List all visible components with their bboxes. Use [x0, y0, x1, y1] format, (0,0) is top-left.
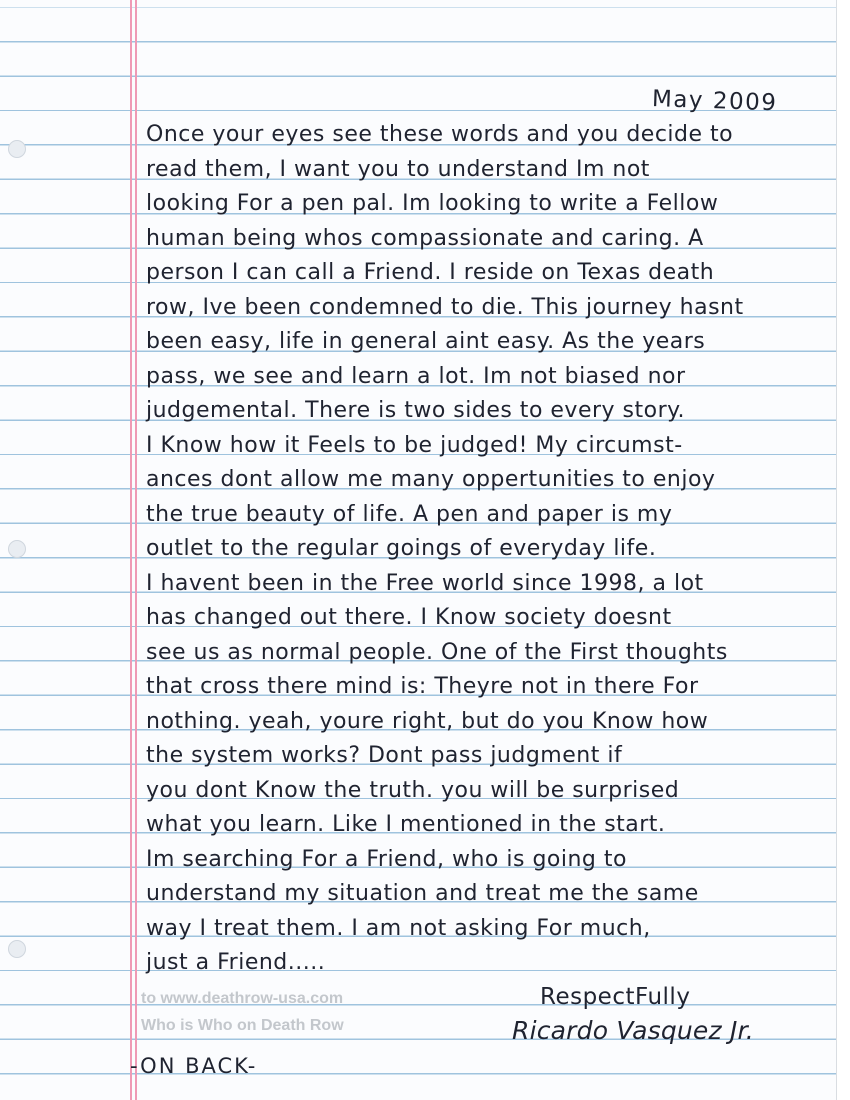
letter-line: Once your eyes see these words and you decide to — [146, 122, 734, 147]
letter-line: the system works? Dont pass judgment if — [146, 743, 623, 768]
margin-line-2 — [135, 0, 137, 1100]
binder-hole-top — [8, 140, 26, 158]
letter-line: looking For a pen pal. Im looking to write a Fellow — [146, 191, 719, 216]
letter-line: nothing. yeah, youre right, but do you Know how — [146, 709, 709, 734]
letter-signature: Ricardo Vasquez Jr. — [512, 1016, 754, 1045]
letter-line: you dont Know the truth. you will be surprised — [146, 778, 680, 803]
letter-line: Im searching For a Friend, who is going to — [146, 847, 627, 872]
letter-line: pass, we see and learn a lot. Im not biased nor — [146, 364, 686, 389]
letter-line: read them, I want you to understand Im not — [146, 157, 650, 182]
letter-line: that cross there mind is: Theyre not in there For — [146, 674, 699, 699]
binder-hole-bottom — [8, 940, 26, 958]
letter-line: what you learn. Like I mentioned in the start. — [146, 812, 666, 837]
binder-hole-middle — [8, 540, 26, 558]
letter-line: has changed out there. I Know society doesnt — [146, 605, 672, 630]
on-back-note: -ON BACK- — [130, 1054, 258, 1078]
letter-line: I havent been in the Free world since 1998, a lot — [146, 571, 704, 596]
letter-line: understand my situation and treat me the same — [146, 881, 699, 906]
letter-line: just a Friend..... — [146, 950, 326, 975]
letter-line: I Know how it Feels to be judged! My circumst- — [146, 433, 683, 458]
letter-line: outlet to the regular goings of everyday life. — [146, 536, 657, 561]
watermark-title: Who is Who on Death Row — [141, 1017, 344, 1034]
letter-line: ances dont allow me many oppertunities to enjoy — [146, 467, 716, 492]
letter-line: way I treat them. I am not asking For much, — [146, 916, 651, 941]
letter-line: judgemental. There is two sides to every story. — [146, 398, 686, 423]
letter-line: the true beauty of life. A pen and paper is my — [146, 502, 673, 527]
letter-line: human being whos compassionate and caring. A — [146, 226, 704, 251]
letter-line: see us as normal people. One of the First thoughts — [146, 640, 728, 665]
margin-line-1 — [130, 0, 132, 1100]
letter-line: row, Ive been condemned to die. This journey hasnt — [146, 295, 744, 320]
watermark-url: to www.deathrow-usa.com — [141, 990, 344, 1007]
letter-closing: RespectFully — [540, 984, 691, 1010]
letter-date: May 2009 — [651, 86, 778, 117]
letter-line: person I can call a Friend. I reside on Texas death — [146, 260, 715, 285]
letter-line: been easy, life in general aint easy. As the years — [146, 329, 706, 354]
